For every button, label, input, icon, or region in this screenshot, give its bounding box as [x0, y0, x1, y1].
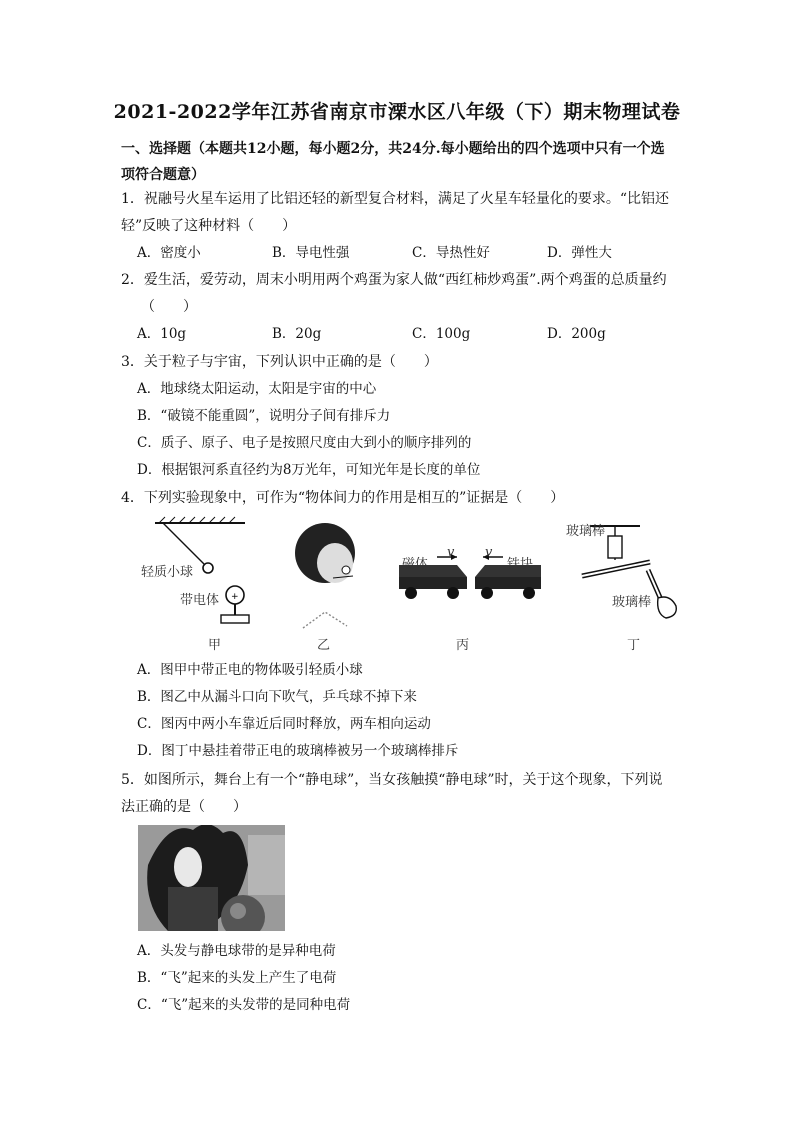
option-d: D．图丁中悬挂着带正电的玻璃棒被另一个玻璃棒排斥	[137, 743, 459, 759]
figure-a-caption: 甲	[208, 638, 222, 653]
question-2	[121, 267, 681, 321]
option-c: C．“飞”起来的头发带的是同种电荷	[137, 997, 351, 1013]
question-3-line1: 3．关于粒子与宇宙，下列认识中正确的是（ ）	[121, 354, 438, 370]
option-a: A．头发与静电球带的是异种电荷	[137, 943, 336, 959]
question-1	[121, 186, 681, 240]
figure-a-charged-label: 带电体	[180, 593, 220, 608]
exam-title: 2021-2022学年江苏省南京市溧水区八年级（下）期末物理试卷	[113, 101, 681, 123]
question-2-line2: （ ）	[141, 299, 197, 315]
figure-d-rod1-label: 玻璃棒	[566, 524, 606, 539]
question-5-line1: 5．如图所示，舞台上有一个“静电球”，当女孩触摸“静电球”时，关于这个现象，下列说	[121, 772, 663, 788]
option-c: C．质子、原子、电子是按照尺度由大到小的顺序排列的	[137, 435, 472, 451]
figure-c-velocity-left: v	[447, 545, 455, 560]
section-heading-line2: 项符合题意）	[121, 167, 205, 183]
option-c: C．100g	[412, 326, 471, 342]
option-b: B．20g	[272, 326, 322, 342]
figure-c-iron-label: 铁块	[507, 557, 534, 572]
figure-c-magnet-label: 磁体	[402, 557, 429, 572]
question-2-line1: 2．爱生活，爱劳动，周末小明用两个鸡蛋为家人做“西红柿炒鸡蛋”.两个鸡蛋的总质量约	[121, 272, 667, 288]
figure-b-caption: 乙	[317, 638, 331, 653]
static-ball-photo-drawing	[138, 825, 285, 931]
question-5	[121, 767, 681, 821]
option-b: B．导电性强	[272, 245, 350, 261]
option-d: D．根据银河系直径约为8万光年，可知光年是长度的单位	[137, 462, 481, 478]
static-ball-photo	[138, 825, 285, 931]
svg-text:+: +	[231, 592, 239, 602]
question-1-line2: 轻”反映了这种材料（ ）	[121, 218, 297, 234]
section-heading-line1: 一、选择题（本题共12小题，每小题2分，共24分.每小题给出的四个选项中只有一个选	[121, 141, 665, 157]
option-d: D．弹性大	[547, 245, 612, 261]
question-5-line2: 法正确的是（ ）	[121, 799, 247, 815]
option-b: B．“破镜不能重圆”，说明分子间有排斥力	[137, 408, 391, 424]
option-a: A．图甲中带正电的物体吸引轻质小球	[137, 662, 363, 678]
question-4-line1: 4．下列实验现象中，可作为“物体间力的作用是相互的”证据是（ ）	[121, 490, 565, 506]
question-4	[121, 485, 681, 512]
figure-d-rod2-label: 玻璃棒	[612, 595, 652, 610]
option-c: C．图丙中两小车靠近后同时释放，两车相向运动	[137, 716, 431, 732]
option-d: D．200g	[547, 326, 606, 342]
figure-d-caption: 丁	[627, 638, 641, 653]
option-a: A．密度小	[137, 245, 201, 261]
option-a: A．10g	[137, 326, 187, 342]
section-heading	[121, 136, 681, 188]
figure-a-ball-label: 轻质小球	[141, 565, 194, 580]
option-b: B．图乙中从漏斗口向下吹气，乒乓球不掉下来	[137, 689, 417, 705]
option-a: A．地球绕太阳运动，太阳是宇宙的中心	[137, 381, 377, 397]
option-b: B．“飞”起来的头发上产生了电荷	[137, 970, 337, 986]
question-1-line1: 1．祝融号火星车运用了比铝还轻的新型复合材料，满足了火星车轻量化的要求。“比铝还	[121, 191, 670, 207]
figure-c-caption: 丙	[456, 638, 470, 653]
option-c: C．导热性好	[412, 245, 490, 261]
question-3	[121, 349, 681, 376]
figure-b	[283, 518, 373, 643]
figure-c-velocity-right: v	[485, 545, 493, 560]
